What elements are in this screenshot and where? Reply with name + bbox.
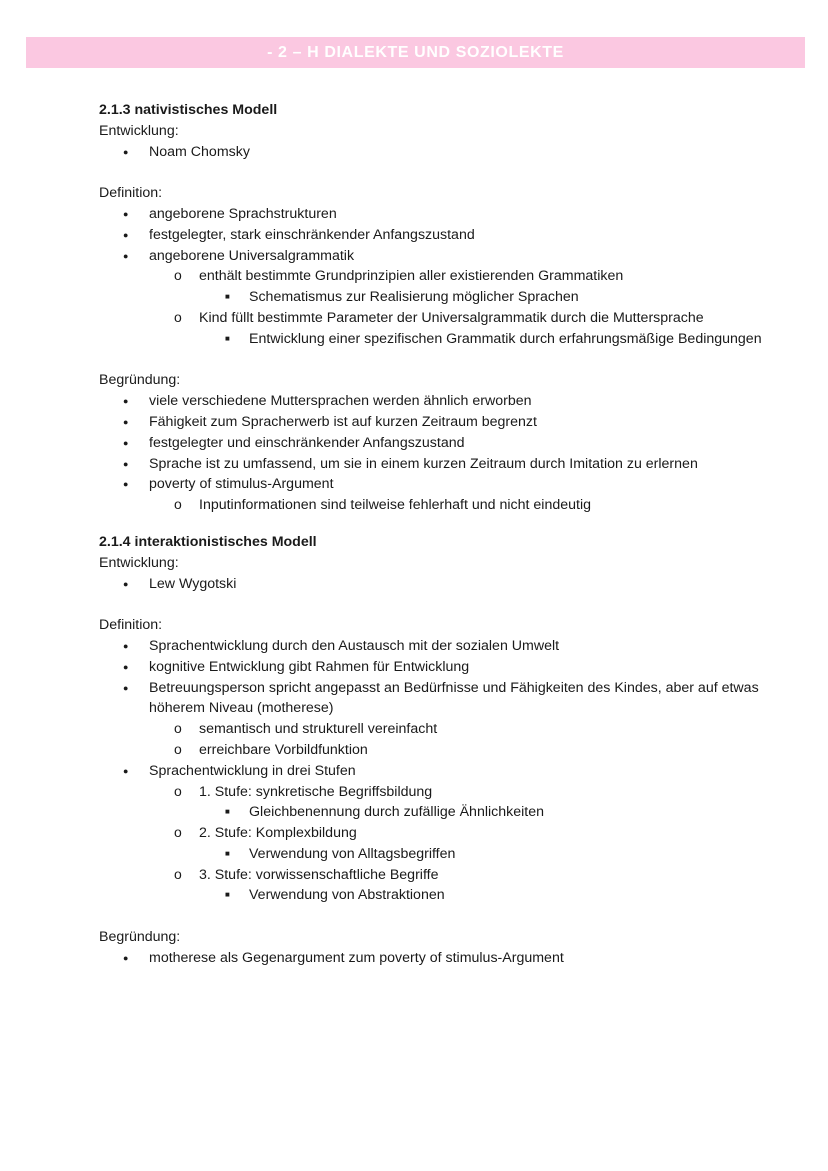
section-heading-nativistisch: 2.1.3 nativistisches Modell <box>99 102 278 118</box>
definition-list <box>99 204 799 350</box>
list-item: ● angeborene Sprachstrukturen <box>99 204 799 225</box>
list-item-text: poverty of stimulus-Argument <box>149 476 334 493</box>
section-heading-interaktionistisch: 2.1.4 interaktionistisches Modell <box>99 533 317 550</box>
sublist-item <box>149 782 799 824</box>
subsublist-item: ■ Entwicklung einer spezifischen Grammatik durch erfahrungsmäßige Bedingungen <box>199 329 799 350</box>
begruendung-list <box>99 948 799 969</box>
list-item: ● kognitive Entwicklung gibt Rahmen für Entwicklung <box>99 657 799 678</box>
sublist <box>149 719 799 761</box>
list-item <box>99 246 799 350</box>
sublist <box>149 782 799 907</box>
sublist-item <box>149 266 799 308</box>
list-item: ● Sprache ist zu umfassend, um sie in einem kurzen Zeitraum durch Imitation zu erlernen <box>99 454 799 475</box>
list-item: ● viele verschiedene Muttersprachen werden ähnlich erworben <box>99 391 799 412</box>
list-item: ● Fähigkeit zum Spracherwerb ist auf kurzen Zeitraum begrenzt <box>99 412 799 433</box>
list-item-text: 1. Stufe: synkretische Begriffsbildung <box>199 783 433 800</box>
entwicklung-label: Entwicklung: <box>99 554 179 571</box>
sublist-item: o semantisch und strukturell vereinfacht <box>149 719 799 740</box>
entwicklung-list <box>99 142 799 163</box>
subsublist <box>199 287 799 308</box>
list-item <box>99 761 799 907</box>
list-item-text: Kind füllt bestimmte Parameter der Universalgrammatik durch die Muttersprache <box>199 309 704 326</box>
sublist-item: o erreichbare Vorbildfunktion <box>149 740 799 761</box>
list-item: ● Lew Wygotski <box>99 574 799 595</box>
subsublist-item: ■ Schematismus zur Realisierung möglicher Sprachen <box>199 287 799 308</box>
list-item-text: enthält bestimmte Grundprinzipien aller existierenden Grammatiken <box>199 268 624 285</box>
entwicklung-label: Entwicklung: <box>99 122 179 139</box>
page-header-bar <box>26 37 805 68</box>
list-item: ● Noam Chomsky <box>99 142 799 163</box>
list-item: ● Sprachentwicklung durch den Austausch mit der sozialen Umwelt <box>99 636 799 657</box>
subsublist-item: ■ Gleichbenennung durch zufällige Ähnlichkeiten <box>199 802 799 823</box>
subsublist <box>199 329 799 350</box>
definition-label: Definition: <box>99 617 163 634</box>
list-item <box>99 474 799 516</box>
list-item-text: 3. Stufe: vorwissenschaftliche Begriffe <box>199 866 439 883</box>
sublist-item: o Inputinformationen sind teilweise fehlerhaft und nicht eindeutig <box>149 495 799 516</box>
sublist <box>149 266 799 349</box>
sublist-item <box>149 308 799 350</box>
list-item: ● festgelegter und einschränkender Anfangszustand <box>99 433 799 454</box>
list-item-text: Betreuungsperson spricht angepasst an Bedürfnisse und Fähigkeiten des Kindes, aber auf etwas höherem Niveau (motherese) <box>149 679 759 717</box>
begruendung-label: Begründung: <box>99 929 181 946</box>
list-item-text: Sprachentwicklung in drei Stufen <box>149 762 356 779</box>
subsublist <box>199 802 799 823</box>
document-body <box>99 100 799 969</box>
definition-label: Definition: <box>99 185 163 202</box>
list-item: ● festgelegter, stark einschränkender Anfangszustand <box>99 225 799 246</box>
list-item <box>99 678 799 761</box>
list-item-text: angeborene Universalgrammatik <box>149 247 355 264</box>
page-header-title: - 2 – H DIALEKTE UND SOZIOLEKTE <box>267 44 564 61</box>
subsublist-item: ■ Verwendung von Alltagsbegriffen <box>199 844 799 865</box>
subsublist <box>199 844 799 865</box>
sublist-item <box>149 865 799 907</box>
subsublist-item: ■ Verwendung von Abstraktionen <box>199 885 799 906</box>
list-item-text: 2. Stufe: Komplexbildung <box>199 825 357 842</box>
subsublist <box>199 885 799 906</box>
sublist <box>149 495 799 516</box>
list-item: ● motherese als Gegenargument zum poverty of stimulus-Argument <box>99 948 799 969</box>
definition-list <box>99 636 799 906</box>
begruendung-label: Begründung: <box>99 372 181 389</box>
sublist-item <box>149 823 799 865</box>
entwicklung-list <box>99 574 799 595</box>
begruendung-list <box>99 391 799 516</box>
